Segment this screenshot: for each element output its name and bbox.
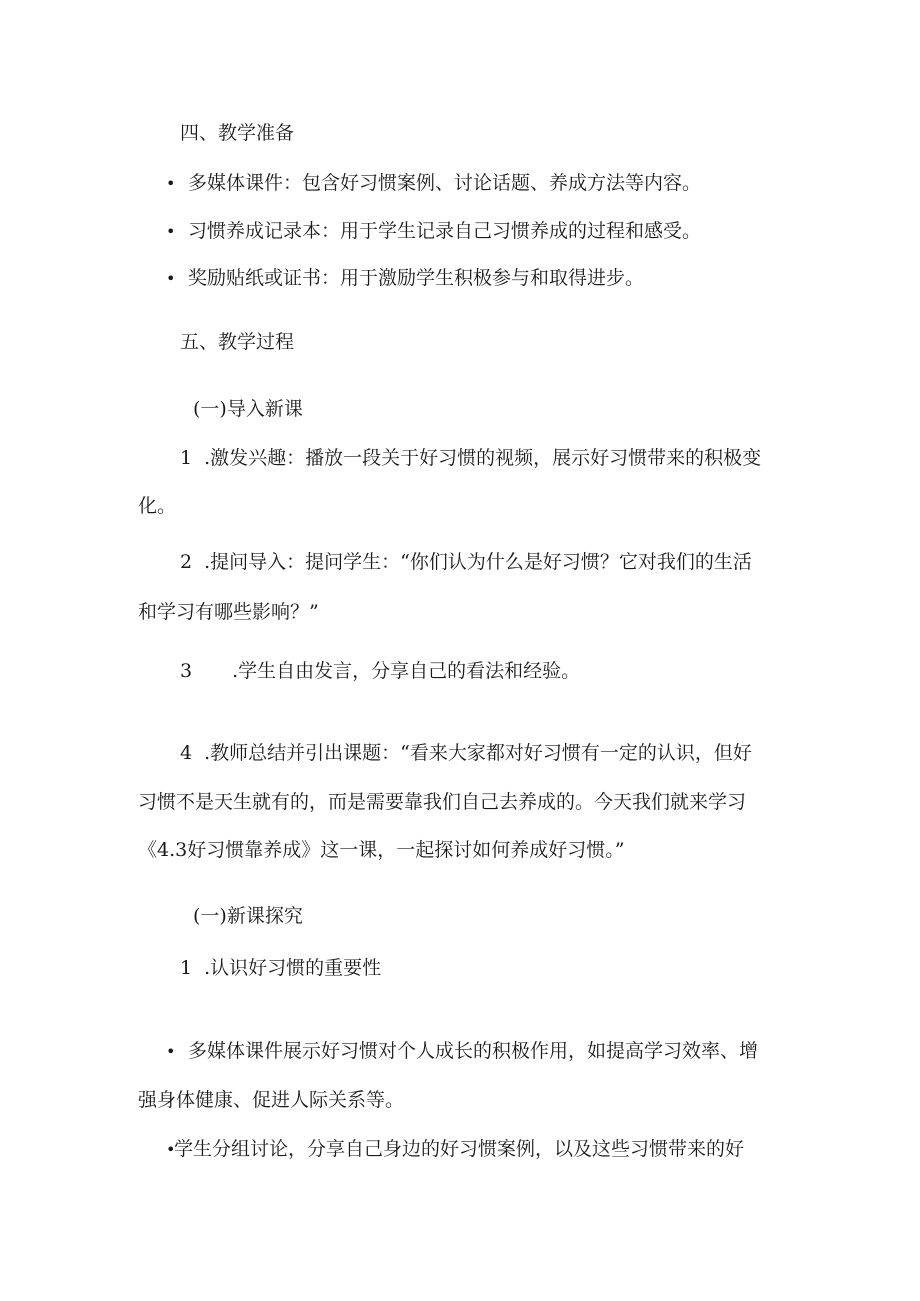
list-item: •学生分组讨论，分享自己身边的好习惯案例，以及这些习惯带来的好 <box>166 1138 745 1160</box>
subsection-heading-intro: (一)导入新课 <box>193 398 303 420</box>
step-line-continuation: 和学习有哪些影响？” <box>138 601 319 623</box>
step-line: 4 .教师总结并引出课题：“看来大家都对好习惯有一定的认识，但好 <box>180 742 752 764</box>
subsection-heading-explore: (一)新课探究 <box>193 905 303 927</box>
list-item: • 多媒体课件：包含好习惯案例、讨论话题、养成方法等内容。 <box>166 172 702 194</box>
list-item: • 习惯养成记录本：用于学生记录自己习惯养成的过程和感受。 <box>166 220 702 242</box>
bullet-icon: • <box>166 222 176 241</box>
list-item-continuation: 强身体健康、促进人际关系等。 <box>138 1089 405 1111</box>
step-line: 1 .激发兴趣：播放一段关于好习惯的视频，展示好习惯带来的积极变 <box>180 447 762 469</box>
section-heading-preparation: 四、教学准备 <box>180 122 295 144</box>
list-item: • 多媒体课件展示好习惯对个人成长的积极作用，如提高学习效率、增 <box>166 1040 759 1062</box>
step-line: 3 .学生自由发言，分享自己的看法和经验。 <box>180 660 581 682</box>
bullet-icon: • <box>166 269 176 288</box>
list-item: • 奖励贴纸或证书：用于激励学生积极参与和取得进步。 <box>166 267 645 289</box>
bullet-icon: • <box>166 1140 176 1159</box>
section-heading-process: 五、教学过程 <box>180 331 295 353</box>
step-line-continuation: 习惯不是天生就有的，而是需要靠我们自己去养成的。今天我们就来学习 <box>138 791 747 813</box>
step-line-continuation: 化。 <box>138 495 177 517</box>
bullet-icon: • <box>166 1042 176 1061</box>
step-line: 2 .提问导入：提问学生：“你们认为什么是好习惯？它对我们的生活 <box>180 551 752 573</box>
step-line: 1 .认识好习惯的重要性 <box>180 957 382 979</box>
step-line-continuation: 《4.3好习惯靠养成》这一课，一起探讨如何养成好习惯。” <box>138 839 625 861</box>
bullet-icon: • <box>166 174 176 193</box>
